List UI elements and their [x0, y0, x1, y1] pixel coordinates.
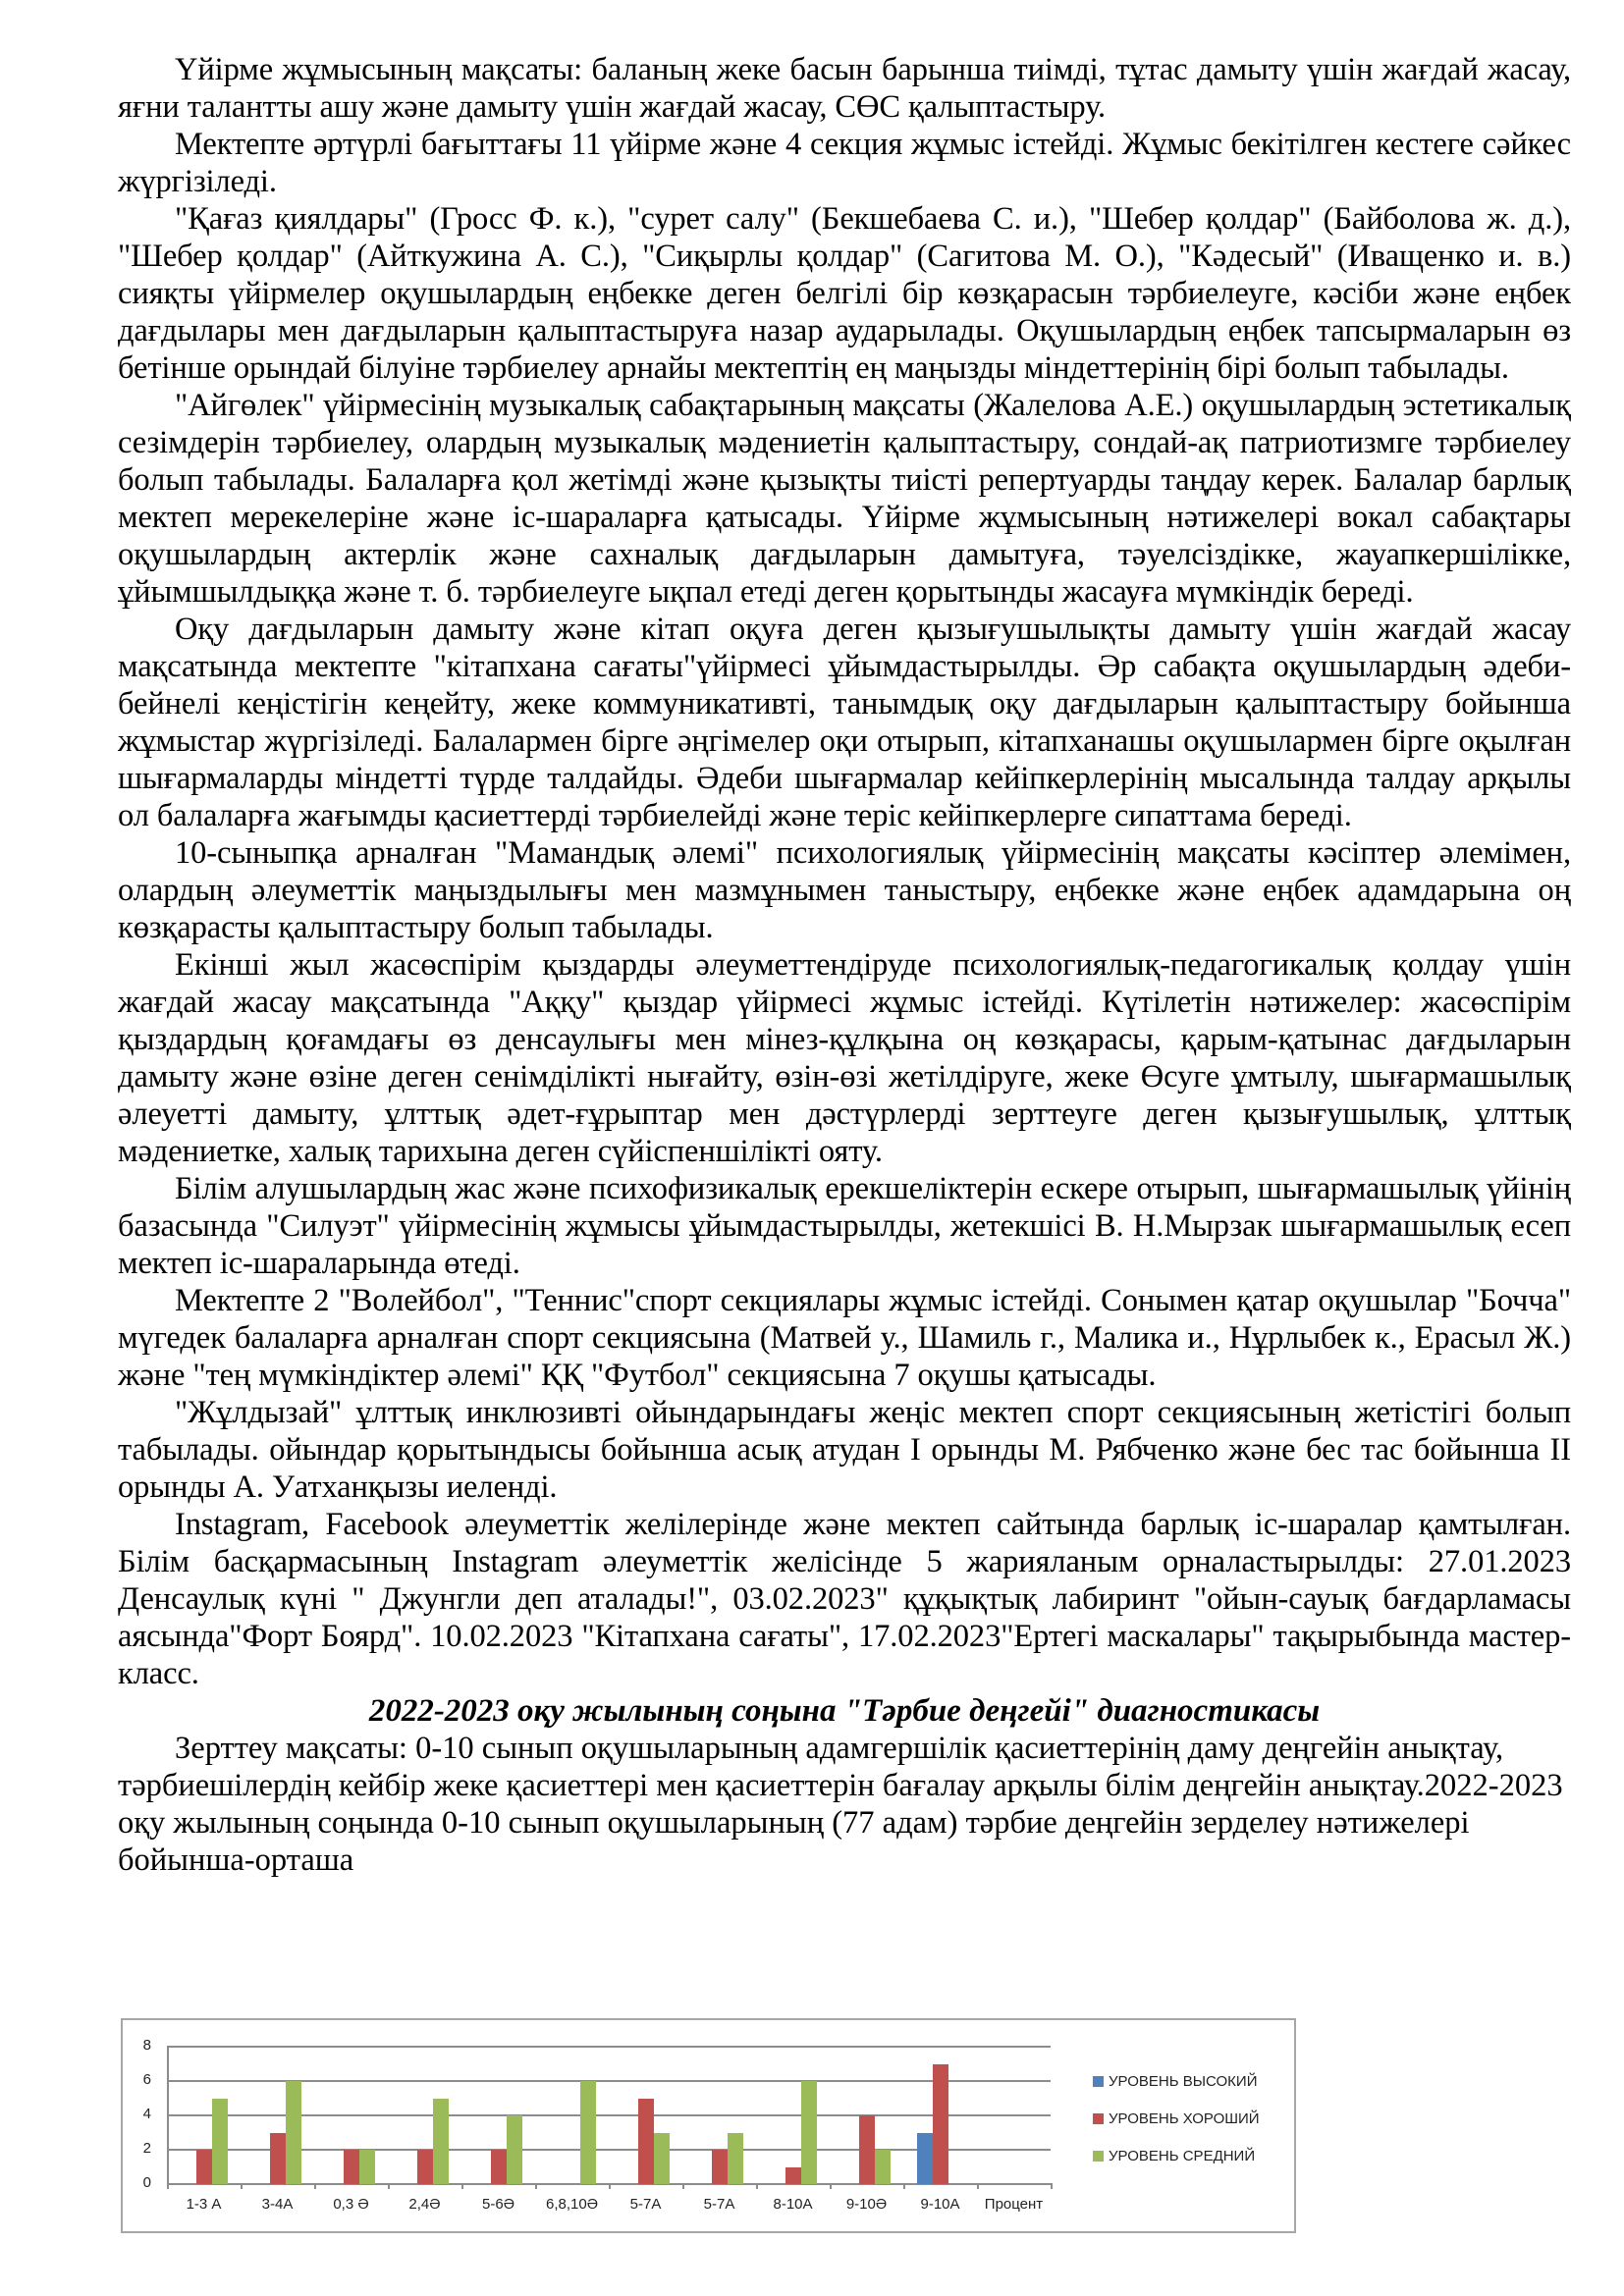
x-tick [1051, 2183, 1053, 2189]
y-tick-label: 8 [142, 2037, 151, 2054]
x-tick [977, 2183, 979, 2189]
paragraph-silhouette: Білім алушылардың жас және психофизикалық ерекшеліктерін ескере отырып, шығармашылық үйінің базасында "Силуэт" үйірмесінің жұмысы ұйымдастырылды, жетекшісі В. Н.Мырзак шығармашылық есеп мектеп іс-шараларында өтеді. [118, 1171, 1571, 1281]
x-tick [535, 2183, 537, 2189]
paragraph-akku-girls: Екінші жыл жасөспірім қыздарды әлеуметтендіруде психологиялық-педагогикалық қолдау үшін жағдай жасау мақсатында "Аққу" қыздар үйірмесі жұмыс істейді. Күтілетін нәтижелер: жасөспірім қыздардың қоғамдағы өз денсаулығы мен мінез-құлқына оң көзқарасы, қарым-қатынас дағдыларын дамыту және өзіне деген сенімділікті нығайту, өзін-өзі жетілдіруге, жеке Өсуге ұмтылу, шығармашылық әлеуетті дамыту, ұлттық әдет-ғұрыптар мен дәстүрлерді зерттеуге деген қызығушылық, ұлттық мәдениетке, халық тарихына деген сүйіспеншілікті ояту. [118, 947, 1571, 1169]
x-tick [461, 2183, 463, 2189]
x-tick [167, 2183, 169, 2189]
x-tick-label: 9-10А [920, 2196, 960, 2213]
bar-medium [580, 2081, 596, 2184]
legend-item [1093, 2148, 1260, 2163]
bar-chart [121, 2018, 1296, 2233]
bar-good [785, 2167, 801, 2185]
paragraph-library-hour: Оқу дағдыларын дамыту және кітап оқуға деген қызығушылықты дамыту үшін жағдай жасау мақсатында мектепте "кітапхана сағаты"үйірмесі ұйымдастырылды. Әр сабақта оқушылардың әдеби-бейнелі кеңістігін кеңейту, жеке коммуникативті, танымдық оқу дағдыларын қалыптастыру бойынша жұмыстар жүргізіледі. Балалармен бірге әңгімелер оқи отырып, кітапханашы оқушылармен бірге оқылған шығармаларды міндетті түрде талдайды. Әдеби шығармалар кейіпкерлерінің мысалында талдау арқылы ол балаларға жағымды қасиеттерді тәрбиелейді және теріс кейіпкерлерге сипаттама береді. [118, 612, 1571, 833]
x-tick [756, 2183, 758, 2189]
bar-medium [212, 2099, 228, 2185]
x-tick-label: 0,3 Ә [333, 2196, 369, 2213]
x-tick-label: 5-7А [629, 2196, 662, 2213]
x-tick [682, 2183, 684, 2189]
paragraph-craft-circles: "Қағаз қиялдары" (Гросс Ф. к.), "сурет салу" (Бекшебаева С. и.), "Шебер қолдар" (Байболова ж. д.), "Шебер қолдар" (Айткужина А. С.), "Сиқырлы қолдар" (Сагитова М. О.), "Кәдесый" (Иващенко и. в.) сияқты үйірмелер оқушылардың еңбекке деген белгілі бір көзқарасын тәрбиелеуге, кәсіби және еңбек дағдылары мен дағдыларын қалыптастыруға назар аударылады. Оқушылардың еңбек тапсырмаларын өз бетінше орындай білуіне тәрбиелеу арнайы мектептің ең маңызды міндеттерінің бірі болып табылады. [118, 201, 1571, 386]
gridline [167, 2046, 1051, 2048]
x-tick [241, 2183, 243, 2189]
paragraph-circle-goal: Үйірме жұмысының мақсаты: баланың жеке басын барынша тиімді, тұтас дамыту үшін жағдай жасау, яғни талантты ашу және дамыту үшін жағдай жасау, СӨС қалыптастыру. [118, 52, 1571, 125]
x-tick-label: 6,8,10Ә [546, 2196, 598, 2213]
bar-good [344, 2150, 359, 2184]
legend-swatch-icon [1093, 2151, 1104, 2162]
paragraph-profession-world: 10-сыныпқа арналған "Мамандық әлемі" психологиялық үйірмесінің мақсаты кәсіптер әлемімен, олардың әлеуметтік маңыздылығы мен мазмұнымен таныстыру, еңбекке және еңбек адамдарына оң көзқарасты қалыптастыру болып табылады. [118, 835, 1571, 945]
bar-good [196, 2150, 212, 2184]
paragraph-social-media: Instagram, Facebook әлеуметтік желілерінде және мектеп сайтында барлық іс-шаралар қамтылған. Білім басқармасының Instagram әлеуметтік желісінде 5 жарияланым орналастырылды: 27.01.2023 Денсаулық күні " Джунгли деп аталады!", 03.02.2023" құқықтық лабиринт "ойын-сауық бағдарламасы аясында"Форт Боярд". 10.02.2023 "Кітапхана сағаты", 17.02.2023"Ертегі маскалары" тақырыбында мастер-класс. [118, 1507, 1571, 1691]
x-tick-label: Процент [984, 2196, 1044, 2213]
x-tick [609, 2183, 611, 2189]
y-tick-label: 6 [142, 2071, 151, 2088]
bar-good [417, 2150, 433, 2184]
paragraph-zhuldyzai: "Жұлдызай" ұлттық инклюзивті ойындарындағы жеңіс мектеп спорт секциясының жетістігі болып табылады. ойындар қорытындысы бойынша асық атудан I орынды М. Рябченко және бес тас бойынша II орынды А. Уатханқызы иеленді. [118, 1395, 1571, 1505]
y-tick-label: 0 [142, 2174, 151, 2191]
bar-good [933, 2064, 948, 2185]
bar-medium [875, 2150, 891, 2184]
bar-medium [286, 2081, 301, 2184]
y-tick-label: 2 [142, 2140, 151, 2157]
legend-label: УРОВЕНЬ ХОРОШИЙ [1109, 2109, 1260, 2127]
plot-area [142, 2037, 1051, 2213]
x-tick [830, 2183, 832, 2189]
x-tick [388, 2183, 390, 2189]
x-tick-label: 8-10А [773, 2196, 813, 2213]
chart-legend [1093, 2073, 1260, 2185]
bar-good [270, 2133, 286, 2185]
bar-good [712, 2150, 728, 2184]
bar-medium [433, 2099, 449, 2185]
legend-item [1093, 2110, 1260, 2126]
x-tick-label: 5-7А [703, 2196, 735, 2213]
legend-label: УРОВЕНЬ ВЫСОКИЙ [1109, 2072, 1258, 2090]
legend-item [1093, 2073, 1260, 2089]
paragraph-circles-count: Мектепте әртүрлі бағыттағы 11 үйірме және 4 секция жұмыс істейді. Жұмыс бекітілген кестеге сәйкес жүргізіледі. [118, 127, 1571, 199]
paragraph-research-goal: Зерттеу мақсаты: 0-10 сынып оқушыларының адамгершілік қасиеттерінің даму деңгейін анықтау, тәрбиешілердің кейбір жеке қасиеттері мен қасиеттерін бағалау арқылы білім деңгейін анықтау.2022-2023 оқу жылының соңында 0-10 сынып оқушыларының (77 адам) тәрбие деңгейін зерделеу нәтижелері бойынша-орташа [118, 1731, 1563, 1878]
bar-good [491, 2150, 507, 2184]
x-tick-label: 9-10Ә [845, 2196, 888, 2213]
bar-good [859, 2115, 875, 2184]
section-heading: 2022-2023 оқу жылының соңына "Тәрбие деңгейі" диагностикасы [368, 1693, 1321, 1729]
x-tick-label: 1-3 А [186, 2196, 222, 2213]
bar-medium [507, 2115, 522, 2184]
legend-swatch-icon [1093, 2076, 1104, 2087]
x-tick [903, 2183, 905, 2189]
legend-swatch-icon [1093, 2113, 1104, 2124]
document-page [118, 51, 1571, 1879]
y-tick-label: 4 [142, 2106, 151, 2122]
x-tick-label: 5-6Ә [482, 2196, 514, 2213]
legend-label: УРОВЕНЬ СРЕДНИЙ [1109, 2147, 1256, 2164]
bar-medium [728, 2133, 743, 2185]
y-axis [167, 2047, 169, 2184]
bar-medium [359, 2150, 375, 2184]
x-tick [314, 2183, 316, 2189]
x-tick-label: 3-4А [261, 2196, 294, 2213]
bar-good [638, 2099, 654, 2185]
bar-medium [654, 2133, 670, 2185]
bar-medium [801, 2081, 817, 2184]
paragraph-aigolek-music: "Айгөлек" үйірмесінің музыкалық сабақтарының мақсаты (Жалелова А.Е.) оқушылардың эстетикалық сезімдерін тәрбиелеу, олардың музыкалық мәдениетін қалыптастыру, сондай-ақ патриотизмге тәрбиелеу болып табылады. Балаларға қол жетімді және қызықты тиісті репертуарды таңдау керек. Балалар барлық мектеп мерекелеріне және іс-шараларға қатысады. Үйірме жұмысының нәтижелері вокал сабақтары оқушылардың актерлік және сахналық дағдыларын дамытуға, тәуелсіздікке, жауапкершілікке, ұйымшылдыққа және т. б. тәрбиелеуге ықпал етеді деген қорытынды жасауға мүмкіндік береді. [118, 388, 1571, 610]
paragraph-sport-sections: Мектепте 2 "Волейбол", "Теннис"спорт секциялары жұмыс істейді. Сонымен қатар оқушылар "Бочча" мүгедек балаларға арналған спорт секциясына (Матвей у., Шамиль г., Малика и., Нұрлыбек к., Ерасыл Ж.) және "тең мүмкіндіктер әлемі" ҚҚ "Футбол" секциясына 7 оқушы қатысады. [118, 1283, 1571, 1393]
bar-high [917, 2133, 933, 2185]
x-tick-label: 2,4Ә [408, 2196, 441, 2213]
